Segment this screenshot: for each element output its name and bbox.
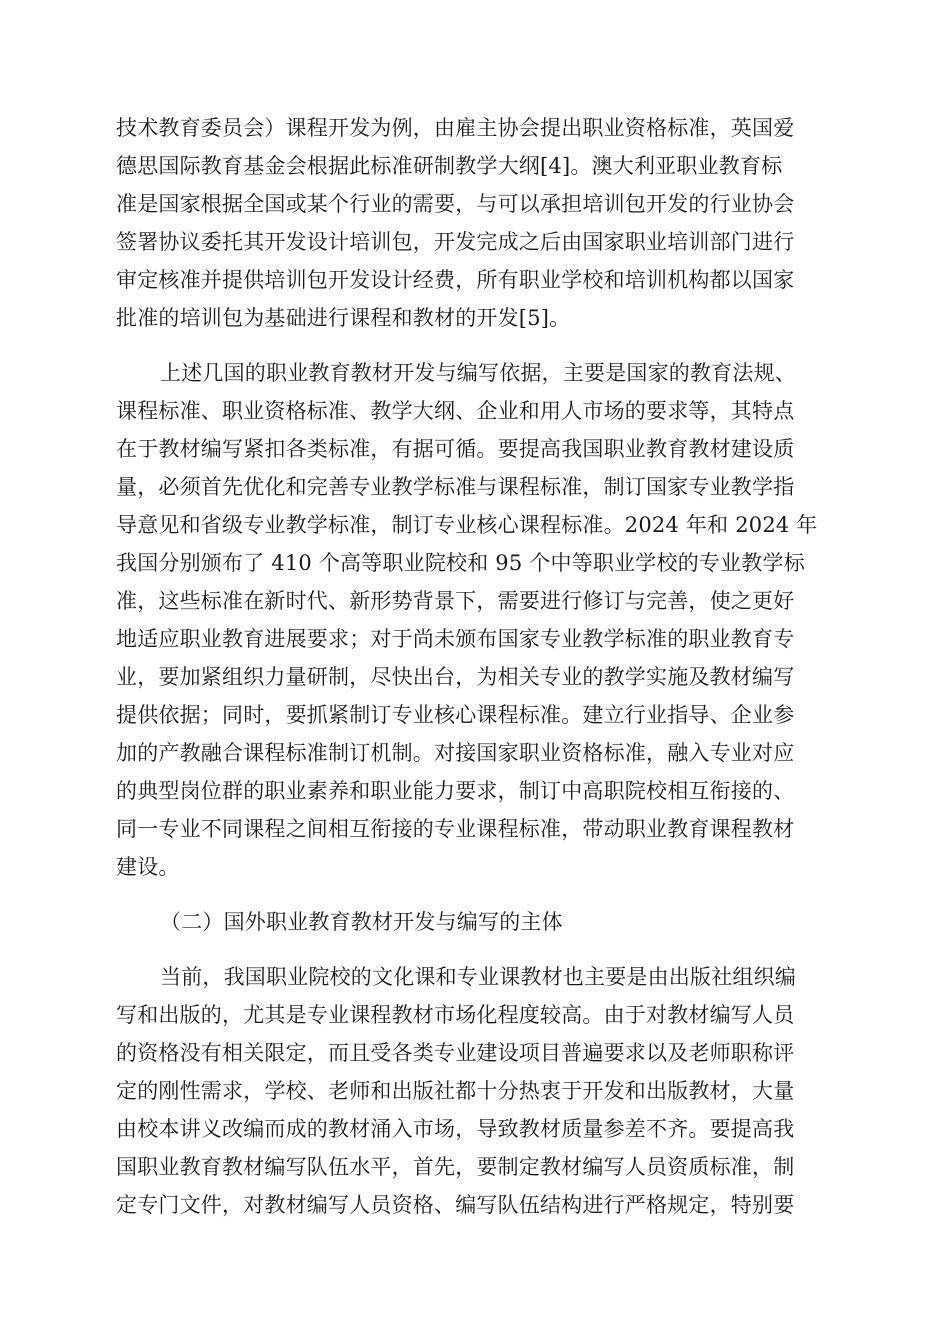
text-line: 地适应职业教育进展要求；对于尚未颁布国家专业教学标准的职业教育专 [116, 627, 795, 651]
text-line: 业，要加紧组织力量研制，尽快出台，为相关专业的教学实施及教材编写 [116, 665, 795, 689]
text-line: 的资格没有相关限定，而且受各类专业建设项目普遍要求以及老师职称评 [116, 1041, 795, 1065]
text-line: 课程标准、职业资格标准、教学大纲、企业和用人市场的要求等，其特点 [116, 399, 795, 423]
text-line: 导意见和省级专业教学标准，制订专业核心课程标准。2024 年和 2024 年 [116, 513, 818, 537]
text-line: 在于教材编写紧扣各类标准，有据可循。要提高我国职业教育教材建设质 [116, 437, 795, 461]
text-line: 定专门文件，对教材编写人员资格、编写队伍结构进行严格规定，特别要 [116, 1193, 795, 1217]
text-line: 写和出版的，尤其是专业课程教材市场化程度较高。由于对教材编写人员 [116, 1003, 795, 1027]
text-line: 量，必须首先优化和完善专业教学标准与课程标准，制订国家专业教学指 [116, 475, 795, 499]
section-heading: （二）国外职业教育教材开发与编写的主体 [160, 910, 563, 934]
text-line: 当前，我国职业院校的文化课和专业课教材也主要是由出版社组织编 [160, 965, 796, 989]
text-line: 德思国际教育基金会根据此标准研制教学大纲[4]。澳大利亚职业教育标 [116, 154, 783, 178]
text-line: 国职业教育教材编写队伍水平，首先，要制定教材编写人员资质标准，制 [116, 1155, 795, 1179]
text-line: 批准的培训包为基础进行课程和教材的开发[5]。 [116, 306, 571, 330]
text-line: 我国分别颁布了 410 个高等职业院校和 95 个中等职业学校的专业教学标 [116, 551, 805, 575]
text-line: 签署协议委托其开发设计培训包，开发完成之后由国家职业培训部门进行 [116, 230, 795, 254]
text-line: 加的产教融合课程标准制订机制。对接国家职业资格标准，融入专业对应 [116, 741, 795, 765]
text-line: 审定核准并提供培训包开发设计经费，所有职业学校和培训机构都以国家 [116, 268, 795, 292]
text-line: 由校本讲义改编而成的教材涌入市场，导致教材质量参差不齐。要提高我 [116, 1117, 795, 1141]
text-line: 提供依据；同时，要抓紧制订专业核心课程标准。建立行业指导、企业参 [116, 703, 795, 727]
text-line: 上述几国的职业教育教材开发与编写依据，主要是国家的教育法规、 [160, 361, 796, 385]
text-line: 技术教育委员会）课程开发为例，由雇主协会提出职业资格标准，英国爱 [116, 116, 795, 140]
text-line: 同一专业不同课程之间相互衔接的专业课程标准，带动职业教育课程教材 [116, 817, 795, 841]
text-line: 准，这些标准在新时代、新形势背景下，需要进行修订与完善，使之更好 [116, 589, 795, 613]
text-line: 建设。 [116, 855, 180, 879]
text-line: 准是国家根据全国或某个行业的需要，与可以承担培训包开发的行业协会 [116, 192, 795, 216]
text-line: 定的刚性需求，学校、老师和出版社都十分热衷于开发和出版教材，大量 [116, 1079, 795, 1103]
text-line: 的典型岗位群的职业素养和职业能力要求，制订中高职院校相互衔接的、 [116, 779, 795, 803]
